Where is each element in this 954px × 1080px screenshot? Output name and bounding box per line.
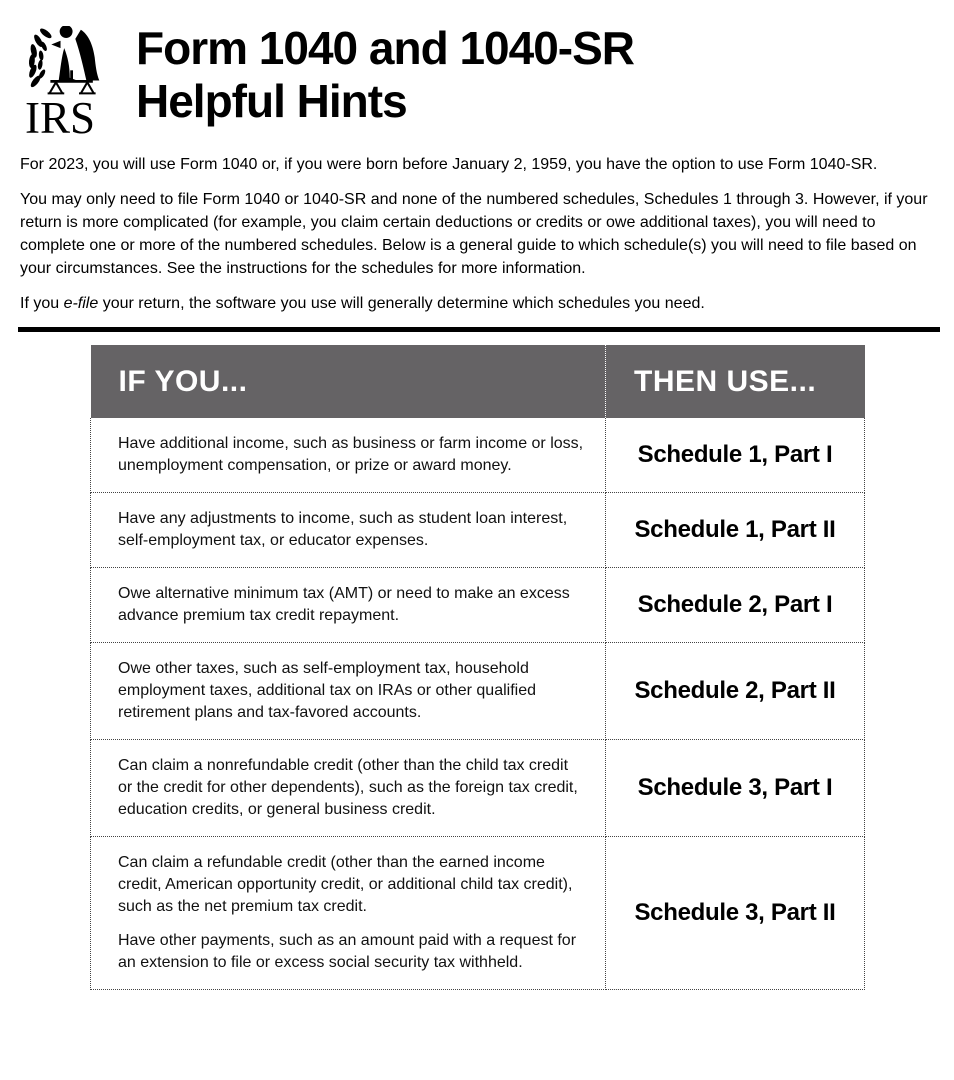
schedule-cell: Schedule 2, Part I [606, 568, 865, 643]
intro-p3-suffix: your return, the software you use will generally determine which schedules you need. [98, 295, 705, 312]
intro-paragraph-1: For 2023, you will use Form 1040 or, if you were born before January 2, 1959, you have the option to use Form 1040-SR. [20, 156, 878, 173]
page-title-line2: Helpful Hints [136, 75, 407, 127]
schedule-cell: Schedule 1, Part II [606, 493, 865, 568]
table-row [91, 493, 865, 568]
condition-cell [91, 493, 606, 568]
condition-cell [91, 418, 606, 493]
condition-cell [91, 568, 606, 643]
table-header-then-use: THEN USE... [606, 345, 865, 418]
condition-text-2: Have other payments, such as an amount paid with a request for an extension to file or excess social security tax withheld. [118, 932, 577, 971]
divider-rule [18, 327, 940, 332]
condition-text: Have additional income, such as business or farm income or loss, unemployment compensation, or prize or award money. [118, 435, 584, 474]
irs-logo [24, 26, 124, 143]
intro-p3-prefix: If you [20, 295, 64, 312]
condition-text: Have any adjustments to income, such as student loan interest, self-employment tax, or educator expenses. [118, 510, 568, 549]
table-row [91, 568, 865, 643]
condition-cell [91, 740, 606, 837]
page-title [136, 22, 634, 128]
schedule-cell: Schedule 2, Part II [606, 643, 865, 740]
condition-text: Owe alternative minimum tax (AMT) or need to make an excess advance premium tax credit repayment. [118, 585, 570, 624]
table-header-if-you: IF YOU... [91, 345, 606, 418]
condition-cell [91, 643, 606, 740]
condition-text: Can claim a nonrefundable credit (other than the child tax credit or the credit for other dependents), such as the foreign tax credit, education credits, or general business credit. [118, 757, 578, 818]
intro-paragraph-3 [20, 292, 928, 315]
schedule-cell: Schedule 3, Part I [606, 740, 865, 837]
table-row [91, 740, 865, 837]
irs-eagle-icon [24, 26, 110, 98]
hints-table [90, 345, 865, 990]
table-header-row [91, 345, 865, 418]
masthead [0, 0, 954, 143]
condition-text: Can claim a refundable credit (other than the earned income credit, American opportunity credit, or additional child tax credit), such as the net premium tax credit. [118, 854, 573, 915]
intro-text [20, 153, 928, 315]
condition-text: Owe other taxes, such as self-employment tax, household employment taxes, additional tax on IRAs or other qualified retirement plans and tax-favored accounts. [118, 660, 537, 721]
table-row [91, 837, 865, 990]
irs-logo-text: IRS [25, 93, 96, 143]
schedule-guide [90, 345, 954, 990]
schedule-cell: Schedule 3, Part II [606, 837, 865, 990]
page-title-line1: Form 1040 and 1040-SR [136, 22, 635, 74]
intro-p3-efile: e-file [63, 295, 99, 312]
intro-paragraph-2: You may only need to file Form 1040 or 1040-SR and none of the numbered schedules, Schedules 1 through 3. However, if your return is more complicated (for example, you claim certain deductions or credits or owe additional taxes), you will need to complete one or more of the numbered schedules. Below is a general guide to which schedule(s) you will need to file based on your circumstances. See the instructions for the schedules for more information. [20, 191, 928, 277]
schedule-cell: Schedule 1, Part I [606, 418, 865, 493]
table-row [91, 643, 865, 740]
table-row [91, 418, 865, 493]
condition-cell [91, 837, 606, 990]
